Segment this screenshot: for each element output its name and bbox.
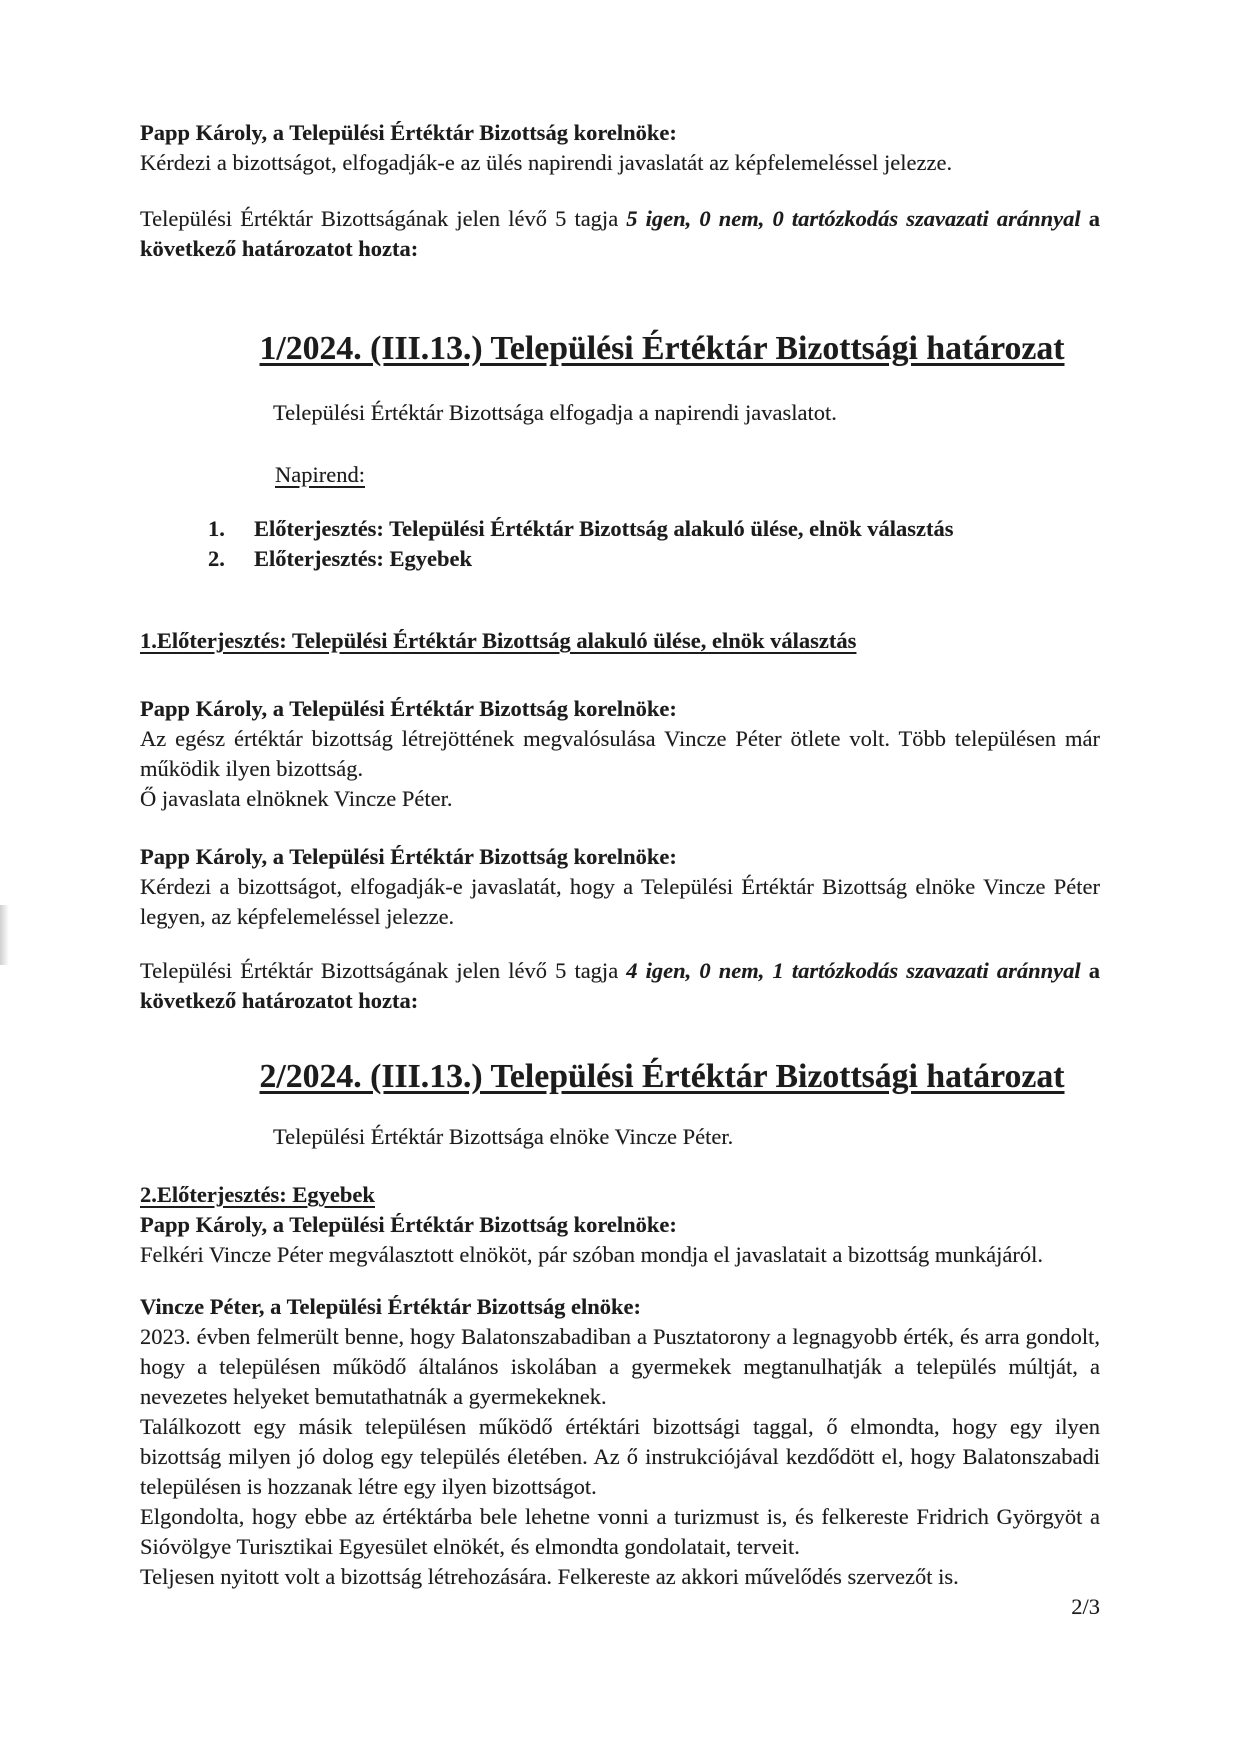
speaker-heading-papp-1: Papp Károly, a Települési Értéktár Bizottság korelnöke:	[140, 120, 677, 145]
paragraph-question-chair: Kérdezi a bizottságot, elfogadják-e javaslatát, hogy a Települési Értéktár Bizottság elnöke Vincze Péter legyen, az képfelemeléssel jelezze.	[140, 874, 1100, 929]
paragraph-item1-proposal: Ő javaslata elnöknek Vincze Péter.	[140, 786, 453, 811]
resolution-2-heading: 2/2024. (III.13.) Települési Értéktár Bizottsági határozat	[259, 1058, 1065, 1095]
speech-paragraph-1: 2023. évben felmerült benne, hogy Balatonszabadiban a Pusztatorony a legnagyobb érték, és arra gondolt, hogy a településen működő általános iskolában a gyermekek megtanulhatják a település múltját, a nevezetes helyeket bemutathatnák a gyermekeknek.	[140, 1324, 1100, 1409]
paragraph-item1-intro: Az egész értéktár bizottság létrejöttének megvalósulása Vincze Péter ötlete volt. Több településen már működik ilyen bizottság.	[140, 726, 1100, 781]
agenda-item-2-label: Előterjesztés: Egyebek	[254, 546, 473, 571]
speaker-heading-vincze: Vincze Péter, a Települési Értéktár Bizottság elnöke:	[140, 1294, 641, 1319]
scan-artifact	[0, 905, 9, 965]
agenda-list	[140, 514, 1100, 574]
vote2-result: 4 igen, 0 nem, 1 tartózkodás szavazati aránnyal	[626, 958, 1081, 983]
resolution-1-heading: 1/2024. (III.13.) Települési Értéktár Bizottsági határozat	[259, 330, 1065, 367]
paragraph-question-agenda: Kérdezi a bizottságot, elfogadják-e az ülés napirendi javaslatát az képfelemeléssel jelezze.	[140, 150, 953, 175]
resolution-1-body: Települési Értéktár Bizottsága elfogadja a napirendi javaslatot.	[273, 400, 837, 425]
vote-paragraph-1	[140, 204, 1100, 264]
page-number: 2/3	[1071, 1594, 1100, 1619]
speaker-heading-papp-2: Papp Károly, a Települési Értéktár Bizottság korelnöke:	[140, 696, 677, 721]
speech-paragraph-2: Találkozott egy másik településen működő értéktári bizottsági taggal, ő elmondta, hogy egy ilyen bizottság milyen jó dolog egy település életében. Az ő instrukciójával kezdődött el, hogy Balatonszabadi településen is hozzanak létre egy ilyen bizottságot.	[140, 1414, 1100, 1499]
speech-paragraph-3: Elgondolta, hogy ebbe az értéktárba bele lehetne vonni a turizmust is, és felkereste Fridrich Györgyöt a Sióvölgye Turisztikai Egyesület elnökét, és elmondta gondolatait, terveit.	[140, 1504, 1100, 1559]
napirend-heading: Napirend:	[275, 462, 365, 487]
section-1-heading: 1.Előterjesztés: Települési Értéktár Bizottság alakuló ülése, elnök választás	[140, 628, 857, 653]
speech-paragraph-4: Teljesen nyitott volt a bizottság létrehozására. Felkereste az akkori művelődés szervezőt is.	[140, 1564, 959, 1589]
resolution-2-body: Települési Értéktár Bizottsága elnöke Vincze Péter.	[273, 1124, 734, 1149]
agenda-item-2	[140, 544, 1100, 574]
vote2-prefix: Települési Értéktár Bizottságának jelen lévő 5 tagja	[140, 958, 627, 983]
section-2-heading: 2.Előterjesztés: Egyebek	[140, 1182, 375, 1207]
vote1-prefix: Települési Értéktár Bizottságának jelen lévő 5 tagja	[140, 206, 627, 231]
agenda-item-2-number: 2.	[208, 546, 225, 571]
speaker-heading-papp-4: Papp Károly, a Települési Értéktár Bizottság korelnöke:	[140, 1212, 677, 1237]
agenda-item-1-number: 1.	[208, 516, 225, 541]
vote1-suffix: a következő határozatot hozta:	[140, 206, 1101, 261]
vote1-result: 5 igen, 0 nem, 0 tartózkodás szavazati aránnyal	[626, 206, 1081, 231]
paragraph-item2-request: Felkéri Vincze Péter megválasztott elnököt, pár szóban mondja el javaslatait a bizottság munkájáról.	[140, 1242, 1043, 1267]
vote-paragraph-2	[140, 956, 1100, 1016]
speaker-heading-papp-3: Papp Károly, a Települési Értéktár Bizottság korelnöke:	[140, 844, 677, 869]
agenda-item-1	[140, 514, 1100, 544]
vote2-suffix: a következő határozatot hozta:	[140, 958, 1101, 1013]
agenda-item-1-label: Előterjesztés: Települési Értéktár Bizottság alakuló ülése, elnök választás	[254, 516, 954, 541]
